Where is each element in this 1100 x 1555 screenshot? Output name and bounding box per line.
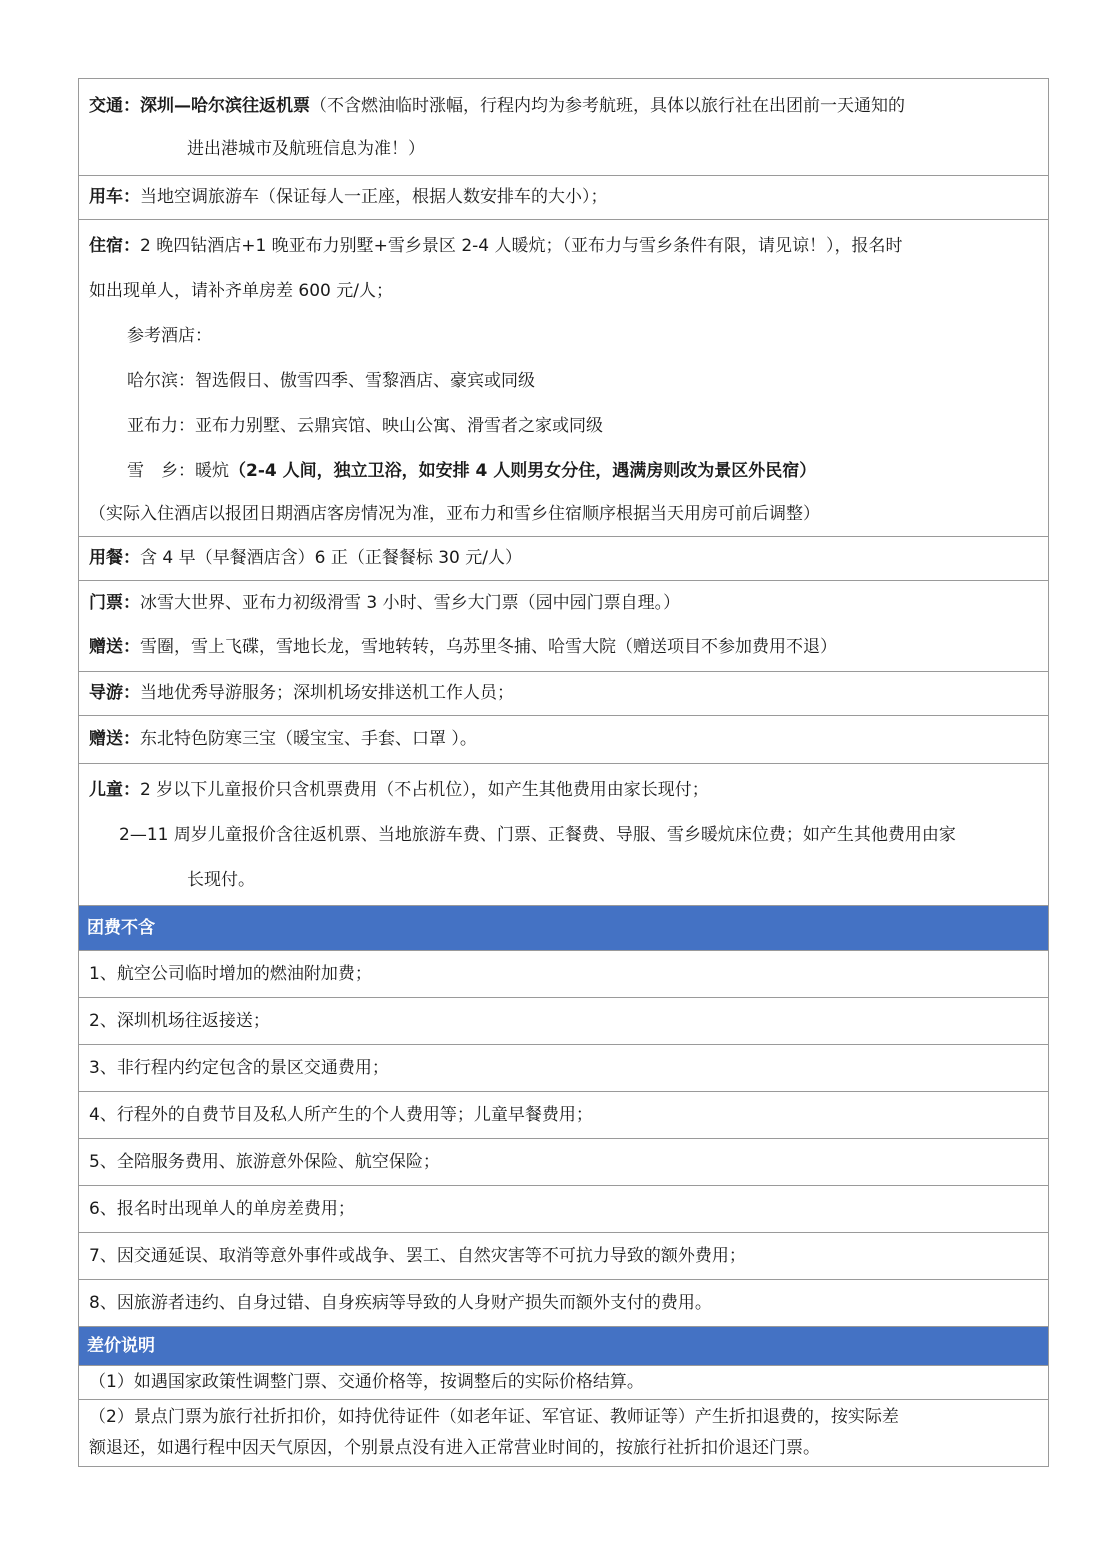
excluded-section-header: 团费不含 bbox=[78, 906, 1049, 951]
tickets-label: 门票： bbox=[89, 593, 140, 613]
vehicle-row bbox=[78, 176, 1049, 220]
lodging-text-cont: 如出现单人，请补齐单房差 600 元/人； bbox=[89, 281, 393, 301]
price-diff-item-1: （1）如遇国家政策性调整门票、交通价格等，按调整后的实际价格结算。 bbox=[78, 1366, 1049, 1400]
tickets-gift-text: 雪圈，雪上飞碟，雪地长龙，雪地转转，乌苏里冬捕、哈雪大院（赠送项目不参加费用不退） bbox=[140, 637, 837, 657]
meals-text: 含 4 早（早餐酒店含）6 正（正餐餐标 30 元/人） bbox=[140, 548, 523, 568]
excluded-item: 5、全陪服务费用、旅游意外保险、航空保险； bbox=[78, 1139, 1049, 1186]
guide-row bbox=[78, 672, 1049, 716]
lodging-text: 2 晚四钻酒店+1 晚亚布力别墅+雪乡景区 2-4 人暖炕；（亚布力与雪乡条件有限，请见谅！），报名时 bbox=[140, 236, 903, 256]
meals-label: 用餐： bbox=[89, 548, 140, 568]
lodging-note: （实际入住酒店以报团日期酒店客房情况为准，亚布力和雪乡住宿顺序根据当天用房可前后调整） bbox=[89, 504, 820, 524]
children-text: 2 岁以下儿童报价只含机票费用（不占机位），如产生其他费用由家长现付； bbox=[140, 780, 709, 800]
children-row bbox=[78, 764, 1049, 906]
transport-note-cont: 进出港城市及航班信息为准！） bbox=[187, 139, 425, 159]
excluded-item: 4、行程外的自费节目及私人所产生的个人费用等；儿童早餐费用； bbox=[78, 1092, 1049, 1139]
xuexiang-lodging-detail: （2-4 人间，独立卫浴，如安排 4 人则男女分住，遇满房则改为景区外民宿） bbox=[229, 461, 817, 481]
harbin-hotels: 哈尔滨：智选假日、傲雪四季、雪黎酒店、豪宾或同级 bbox=[127, 371, 535, 391]
excluded-item: 2、深圳机场往返接送； bbox=[78, 998, 1049, 1045]
lodging-label: 住宿： bbox=[89, 236, 140, 256]
children-text-2: 2—11 周岁儿童报价含往返机票、当地旅游车费、门票、正餐费、导服、雪乡暖炕床位费；如产生其他费用由家 bbox=[119, 825, 956, 845]
price-diff-item-2-line2: 额退还，如遇行程中因天气原因，个别景点没有进入正常营业时间的，按旅行社折扣价退还门票。 bbox=[89, 1438, 820, 1458]
children-label: 儿童： bbox=[89, 780, 140, 800]
vehicle-text: 当地空调旅游车（保证每人一正座，根据人数安排车的大小）； bbox=[140, 187, 608, 207]
excluded-item: 3、非行程内约定包含的景区交通费用； bbox=[78, 1045, 1049, 1092]
children-text-3: 长现付。 bbox=[187, 870, 255, 890]
gift-label: 赠送： bbox=[89, 729, 140, 749]
transport-note: （不含燃油临时涨幅，行程内均为参考航班，具体以旅行社在出团前一天通知的 bbox=[310, 96, 905, 116]
itinerary-table bbox=[78, 78, 1049, 1467]
vehicle-label: 用车： bbox=[89, 187, 140, 207]
transport-row bbox=[78, 78, 1049, 176]
excluded-item: 8、因旅游者违约、自身过错、自身疾病等导致的人身财产损失而额外支付的费用。 bbox=[78, 1280, 1049, 1327]
xuexiang-lodging: 雪 乡：暖炕 bbox=[127, 461, 229, 481]
meals-row bbox=[78, 537, 1049, 581]
yabuli-hotels: 亚布力：亚布力别墅、云鼎宾馆、映山公寓、滑雪者之家或同级 bbox=[127, 416, 603, 436]
price-diff-item-2 bbox=[78, 1400, 1049, 1467]
transport-label: 交通： bbox=[89, 96, 140, 116]
transport-route: 深圳—哈尔滨往返机票 bbox=[140, 96, 310, 116]
excluded-item: 7、因交通延误、取消等意外事件或战争、罢工、自然灾害等不可抗力导致的额外费用； bbox=[78, 1233, 1049, 1280]
gift-text: 东北特色防寒三宝（暖宝宝、手套、口罩 ）。 bbox=[140, 729, 477, 749]
tickets-text: 冰雪大世界、亚布力初级滑雪 3 小时、雪乡大门票（园中园门票自理。） bbox=[140, 593, 681, 613]
price-diff-item-2-line1: （2）景点门票为旅行社折扣价，如持优待证件（如老年证、军官证、教师证等）产生折扣退费的，按实际差 bbox=[89, 1407, 899, 1427]
excluded-item: 6、报名时出现单人的单房差费用； bbox=[78, 1186, 1049, 1233]
tickets-gift-label: 赠送： bbox=[89, 637, 140, 657]
guide-text: 当地优秀导游服务；深圳机场安排送机工作人员； bbox=[140, 683, 514, 703]
price-diff-section-header: 差价说明 bbox=[78, 1327, 1049, 1366]
excluded-item: 1、航空公司临时增加的燃油附加费； bbox=[78, 951, 1049, 998]
guide-label: 导游： bbox=[89, 683, 140, 703]
reference-hotels-title: 参考酒店： bbox=[127, 326, 212, 346]
lodging-row bbox=[78, 220, 1049, 537]
gift-row bbox=[78, 716, 1049, 764]
tickets-row bbox=[78, 581, 1049, 672]
